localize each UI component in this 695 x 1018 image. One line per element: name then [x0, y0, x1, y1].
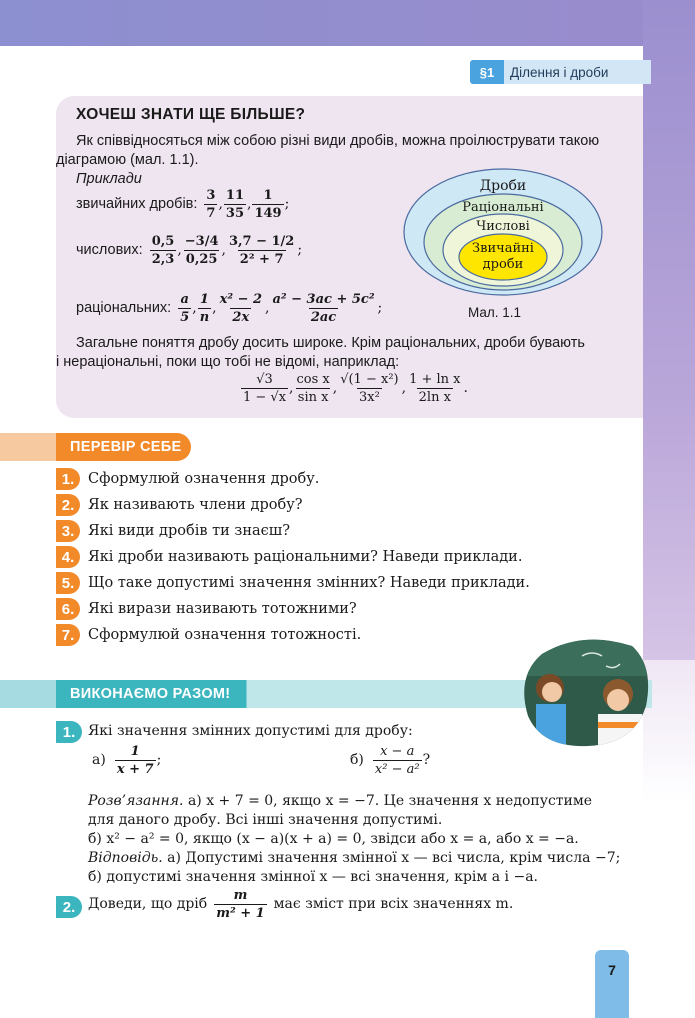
diagram-caption: Мал. 1.1 — [468, 305, 522, 320]
fraction: $\frac{3}{7}$ — [206, 188, 216, 221]
section-number: §1 — [470, 60, 504, 84]
fraction: $\frac{\text{√(1 − x²)}}{\text{3x²}}$ — [340, 372, 399, 405]
task2-number: 2. — [56, 896, 82, 918]
answer-label: Відповідь. — [88, 850, 163, 866]
list-item: 1. Сформулюй означення дробу. — [56, 468, 319, 490]
fraction: $\frac{1}{n}$ — [199, 292, 210, 325]
info-intro-line1: Як співвідносяться між собою різні види дробів, можна проілюструвати такою — [76, 133, 600, 149]
fraction: $\frac{m}{\text{m² + 1}}$ — [216, 888, 265, 921]
task2-row — [88, 888, 513, 921]
fraction: $\frac{a}{5}$ — [180, 292, 190, 325]
task1-part-b: б) $\frac{x - a}{\text{x² − a²}}$ ? — [350, 744, 431, 777]
solution-line1: а) x + 7 = 0, якщо x = −7. Це значення x недопустиме — [187, 793, 593, 809]
task1-part-a: а) $\frac{1}{x + 7}$ ; — [92, 744, 162, 777]
fraction: $\frac{\text{1 + ln x}}{\text{2ln x}}$ — [409, 372, 461, 405]
page-number: 7 — [595, 950, 629, 1018]
list-item: 5. Що таке допустимі значення змінних? Наведи приклади. — [56, 572, 530, 594]
list-item: 6. Які вирази називають тотожними? — [56, 598, 357, 620]
fraction-types-diagram — [403, 168, 603, 300]
ring-label-numeric: Числові — [476, 219, 530, 234]
general-line2: і нераціональні, поки що тобі не відомі, наприклад: — [56, 354, 400, 370]
common-label: звичайних дробів: — [76, 196, 198, 212]
fraction: $\frac{\text{x² − 2}}{2x}$ — [219, 292, 263, 325]
list-item: 3. Які види дробів ти знаєш? — [56, 520, 290, 542]
students-photo — [522, 636, 650, 748]
answer-line1: а) Допустимі значення змінної x — всі числа, крім числа −7; — [167, 850, 621, 866]
fraction: $\frac{11}{35}$ — [225, 188, 244, 221]
part-b-label: б) — [350, 752, 364, 768]
list-item: 2. Як називають члени дробу? — [56, 494, 303, 516]
numeric-label: числових: — [76, 242, 143, 258]
fraction: $\frac{3,7 - 1/2}{\text{2² + 7}}$ — [228, 234, 295, 267]
section-title: Ділення і дроби — [510, 64, 609, 80]
check-yourself-header: ПЕРЕВІР СЕБЕ — [56, 433, 191, 461]
examples-label: Приклади — [76, 171, 142, 187]
part-a-label: а) — [92, 752, 106, 768]
fraction: $\frac{-3/4}{0,25}$ — [184, 234, 219, 267]
common-fractions-row: звичайних дробів: $\frac{3}{7}$ , $\frac{11}{35}$ , $\frac{1}{149}$ ; — [76, 188, 290, 221]
fraction: $\frac{√3}{1 - √x}$ — [243, 372, 287, 405]
right-band — [643, 0, 695, 660]
ring-label-fractions: Дроби — [479, 178, 527, 194]
fraction: $\frac{1}{149}$ — [254, 188, 282, 221]
list-item: 7. Сформулюй означення тотожності. — [56, 624, 361, 646]
ring-label-rational: Раціональні — [462, 200, 544, 215]
answer-line2: б) допустимі значення змінної x — всі значення, крім a і −a. — [88, 869, 538, 885]
task2-text-before: Доведи, що дріб — [88, 896, 208, 912]
rational-fractions-row: раціональних: $\frac{a}{5}$ , $\frac{1}{n}$ , $\frac{\text{x² − 2}}{2x}$ , $\frac{\text{a² − 3ac + 5c²}}{2ac}$ ; — [76, 292, 383, 325]
ring-label-common-2: дроби — [482, 257, 524, 272]
numeric-fractions-row: числових: $\frac{0,5}{2,3}$ , $\frac{-3/4}{0,25}$ , $\frac{3,7 - 1/2}{\text{2² + 7}}$ ; — [76, 234, 303, 267]
together-title: ВИКОНАЄМО РАЗОМ! — [70, 686, 231, 702]
solution-line2: для даного дробу. Всі інші значення допустимі. — [88, 812, 443, 828]
fraction: $\frac{x - a}{\text{x² − a²}}$ — [374, 744, 420, 777]
info-intro — [76, 132, 616, 151]
solution-block — [88, 792, 628, 887]
list-item: 4. Які дроби називають раціональними? Наведи приклади. — [56, 546, 522, 568]
top-band — [0, 0, 695, 46]
right-band-lower — [643, 660, 695, 1018]
task1-number: 1. — [56, 721, 82, 743]
fraction: $\frac{0,5}{2,3}$ — [151, 234, 175, 267]
fraction: $\frac{\text{cos x}}{\text{sin x}}$ — [296, 372, 330, 405]
rational-label: раціональних: — [76, 300, 172, 316]
fraction: $\frac{1}{x + 7}$ — [116, 744, 154, 777]
task1-text: Які значення змінних допустимі для дробу: — [88, 723, 413, 739]
section-header — [470, 60, 651, 84]
solution-label: Розв’язання. — [88, 793, 184, 809]
general-line1: Загальне поняття дробу досить широке. Крім раціональних, дроби бувають — [76, 335, 585, 351]
irrational-fractions-row: $\frac{√3}{1 - √x}$ , $\frac{\text{cos x}}{\text{sin x}}$ , $\frac{\text{√(1 − x²)}}{\text{3x²}}$ , $\frac{\text{1 + ln x}}{\text{2ln x}}$ . — [243, 372, 468, 405]
info-intro-line2: діаграмою (мал. 1.1). — [56, 152, 199, 168]
fraction: $\frac{\text{a² − 3ac + 5c²}}{2ac}$ — [272, 292, 375, 325]
solution-line3: б) x² − a² = 0, якщо (x − a)(x + a) = 0, звідси або x = a, або x = −a. — [88, 831, 579, 847]
task2-text-after: має зміст при всіх значеннях m. — [273, 896, 514, 912]
ring-label-common: Звичайні — [472, 241, 534, 256]
info-box-title: ХОЧЕШ ЗНАТИ ЩЕ БІЛЬШЕ? — [76, 106, 306, 123]
